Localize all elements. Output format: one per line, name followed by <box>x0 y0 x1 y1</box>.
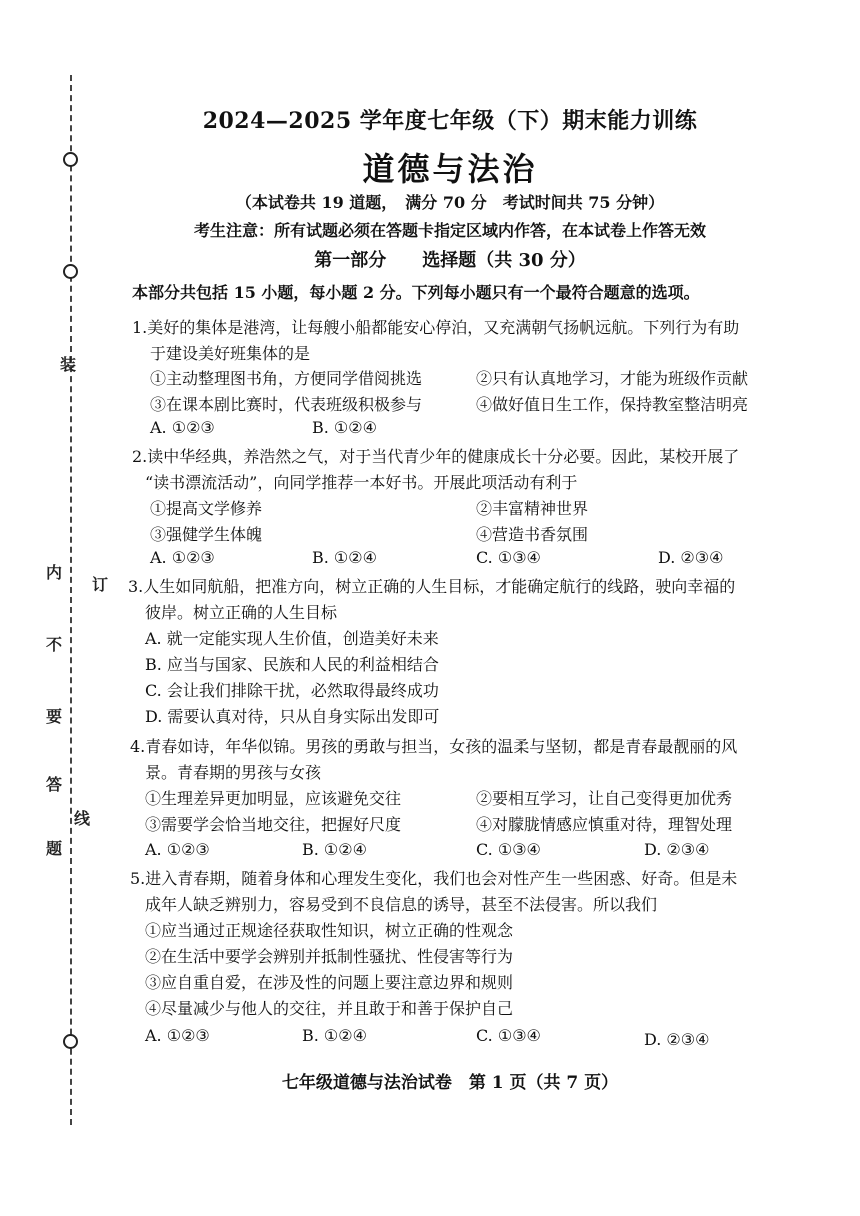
answer-choice: A. ①②③ <box>150 418 215 437</box>
question-item: ④营造书香氛围 <box>476 525 589 544</box>
exam-meta: （本试卷共 19 道题， 满分 70 分 考试时间共 75 分钟） <box>235 193 665 212</box>
answer-choice: A. ①②③ <box>150 548 215 567</box>
question-stem: 4.青春如诗，年华似锦。男孩的勇敢与担当，女孩的温柔与坚韧，都是青春最靓丽的风 <box>130 737 738 756</box>
question-stem: “读书漂流活动”，向同学推荐一本好书。开展此项活动有利于 <box>145 473 578 492</box>
answer-choice: D. ②③④ <box>644 1030 710 1049</box>
exam-title: 2024—2025 学年度七年级（下）期末能力训练 <box>202 108 698 134</box>
answer-choice: B. ①②④ <box>312 548 377 567</box>
answer-choice: A. ①②③ <box>145 840 210 859</box>
answer-choice: D. ②③④ <box>658 548 724 567</box>
question-item: ③在课本剧比赛时，代表班级积极参与 <box>150 395 423 414</box>
question-item: ④做好值日生工作，保持教室整洁明亮 <box>476 395 749 414</box>
binding-char: 题 <box>46 839 63 858</box>
answer-choice: A. ①②③ <box>145 1026 210 1045</box>
question-stem: 成年人缺乏辨别力，容易受到不良信息的诱导，甚至不法侵害。所以我们 <box>145 895 658 914</box>
answer-choice: C. ①③④ <box>476 548 541 567</box>
question-stem: 5.进入青春期，随着身体和心理发生变化，我们也会对性产生一些困惑、好奇。但是未 <box>130 869 738 888</box>
question-stem: 于建设美好班集体的是 <box>150 344 311 363</box>
question-item: ③强健学生体魄 <box>150 525 263 544</box>
answer-choice: B. ①②④ <box>302 1026 367 1045</box>
question-item: ②只有认真地学习，才能为班级作贡献 <box>476 369 749 388</box>
question-item: ④对朦胧情感应慎重对待，理智处理 <box>476 815 733 834</box>
statement: ①应当通过正规途径获取性知识，树立正确的性观念 <box>145 921 514 940</box>
answer-option: A. 就一定能实现人生价值，创造美好未来 <box>145 629 439 648</box>
question-item: ②要相互学习，让自己变得更加优秀 <box>476 789 733 808</box>
answer-choice: D. ②③④ <box>644 840 710 859</box>
page-footer: 七年级道德与法治试卷 第 1 页（共 7 页） <box>281 1073 619 1093</box>
binding-char: 线 <box>74 809 91 828</box>
answer-option: B. 应当与国家、民族和人民的利益相结合 <box>145 655 439 674</box>
binding-char: 要 <box>46 707 63 726</box>
statement: ④尽量减少与他人的交往，并且敢于和善于保护自己 <box>145 999 514 1018</box>
subject-title: 道德与法治 <box>362 150 538 188</box>
question-item: ①生理差异更加明显，应该避免交往 <box>145 789 402 808</box>
statement: ②在生活中要学会辨别并抵制性骚扰、性侵害等行为 <box>145 947 514 966</box>
question-stem: 2.读中华经典，养浩然之气，对于当代青少年的健康成长十分必要。因此，某校开展了 <box>132 447 740 466</box>
binding-char: 内 <box>46 563 63 582</box>
answer-choice: B. ①②④ <box>302 840 367 859</box>
section-instruction: 本部分共包括 15 小题，每小题 2 分。下列每小题只有一个最符合题意的选项。 <box>132 283 700 302</box>
statement: ③应自重自爱，在涉及性的问题上要注意边界和规则 <box>145 973 514 992</box>
question-stem: 3.人生如同航船，把准方向，树立正确的人生目标，才能确定航行的线路，驶向幸福的 <box>128 577 736 596</box>
answer-choice: C. ①③④ <box>476 840 541 859</box>
question-item: ①主动整理图书角，方便同学借阅挑选 <box>150 369 423 388</box>
binding-char: 答 <box>46 775 63 794</box>
question-item: ①提高文学修养 <box>150 499 263 518</box>
question-stem: 彼岸。树立正确的人生目标 <box>145 603 338 622</box>
answer-choice: C. ①③④ <box>476 1026 541 1045</box>
exam-notice: 考生注意：所有试题必须在答题卡指定区域内作答，在本试卷上作答无效 <box>193 221 706 240</box>
section-heading: 第一部分 选择题（共 30 分） <box>314 250 586 271</box>
question-stem: 1.美好的集体是港湾，让每艘小船都能安心停泊，又充满朝气扬帆远航。下列行为有助 <box>132 318 740 337</box>
answer-option: C. 会让我们排除干扰，必然取得最终成功 <box>145 681 439 700</box>
question-item: ②丰富精神世界 <box>476 499 589 518</box>
question-item: ③需要学会恰当地交往，把握好尺度 <box>145 815 402 834</box>
binding-char: 订 <box>92 575 109 594</box>
question-stem: 景。青春期的男孩与女孩 <box>145 763 322 782</box>
answer-option: D. 需要认真对待，只从自身实际出发即可 <box>145 707 440 726</box>
answer-choice: B. ①②④ <box>312 418 377 437</box>
binding-char: 装 <box>60 355 77 374</box>
binding-char: 不 <box>46 635 63 654</box>
